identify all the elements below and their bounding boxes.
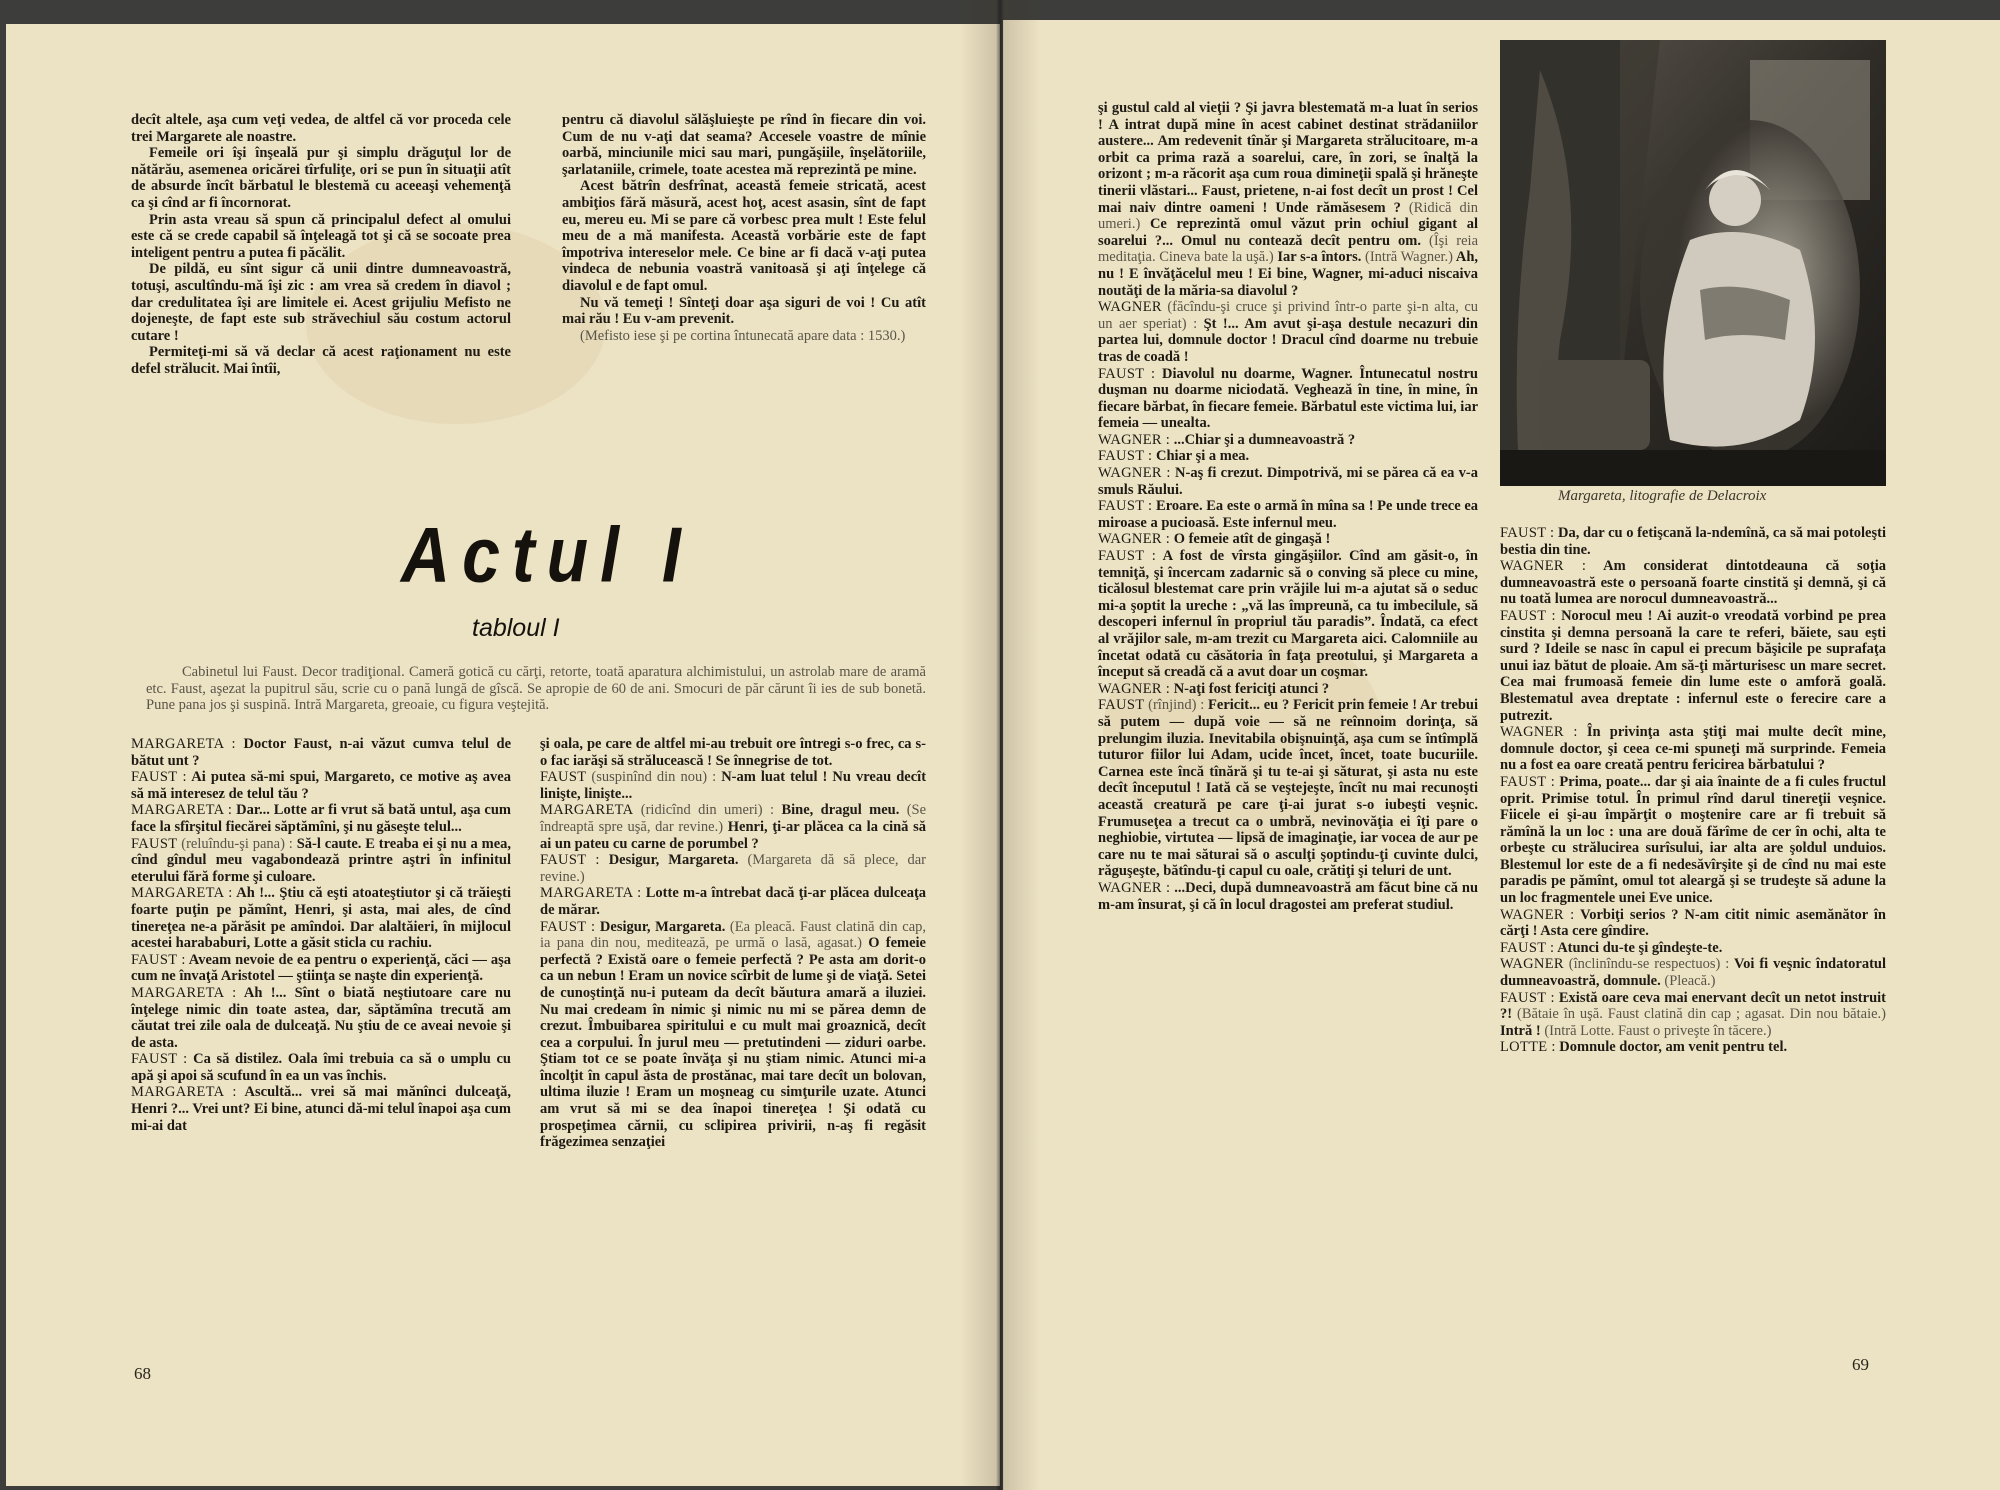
spoken-text: N-aţi fost fericiţi atunci ? <box>1173 680 1330 697</box>
spoken-text: Dar... Lotte ar fi vrut să bată untul, aşa cum face la sfîrşitul fiecărei săptămîni, şi nu găseşte telul... <box>131 802 512 835</box>
dialogue-line <box>1098 697 1478 880</box>
dialogue-line <box>1500 907 1886 940</box>
spoken-text: Desigur, Margareta. <box>608 852 739 869</box>
spoken-text: şi gustul cald al vieţii ? Şi javra blestemată m-a luat în serios ! A intrat după mine în acest cabinet destinat strădaniilor austere... Am redevenit tînăr şi Margareta strălucitoare, m-a orbit ca prima rază a soarelui, care, în zori, se înalţă la orizont ; m-a răcorit aşa cum roua dimineţii spală şi hrăneşte tinerii vlăstari... Faust, prietene, n-ai fost decît un prost ! Cel mai naiv dintre oameni ! Unde rămăsesem ? <box>1098 100 1478 216</box>
spoken-text: În privinţa asta ştiţi mai multe decît mine, domnule doctor, şi ceea ce-mi spuneţi mă surprinde. Femeia nu a fost ea oare creată pentru fericirea bărbatului ? <box>1500 724 1887 774</box>
paragraph: pentru că diavolul sălăşluieşte pe rînd în fiecare din voi. Cum de nu v-aţi dat seama? Accesele voastre de mînie oarbă, minciunile mici sau mari, pungăşiile, înşelătoriile, şarlataniile, crimele, toate acestea mă reprezintă pe mine. <box>562 112 926 178</box>
dialogue-line <box>131 952 511 985</box>
speaker-name: MARGARETA : <box>131 885 233 902</box>
speaker-name: WAGNER : <box>1098 531 1171 548</box>
spoken-text: ...Deci, după dumneavoastră am făcut bine că nu m-am însurat, şi că în locul dragostei am preferat studiul. <box>1098 879 1479 913</box>
dialogue-line <box>540 885 926 918</box>
speaker-name: MARGARETA : <box>131 736 236 752</box>
speaker-name: MARGARETA : <box>131 984 237 1001</box>
stage-direction: (suspinînd din nou) : <box>591 769 717 786</box>
spoken-text: Atunci du-te şi gîndeşte-te. <box>1557 939 1723 956</box>
spoken-text: O femeie atît de gingaşă ! <box>1173 531 1331 548</box>
spoken-text: Vorbiţi serios ? N-am citit nimic asemănător în cărţi ! Asta cere gîndire. <box>1500 906 1886 940</box>
spoken-text: N-am luat telul ! Nu vreau decît linişte, linişte... <box>540 769 927 802</box>
paragraph: Nu vă temeţi ! Sînteţi doar aşa siguri de voi ! Cu atît mai rău ! Eu v-am prevenit. <box>562 294 926 328</box>
speaker-name: FAUST : <box>1098 498 1153 515</box>
speaker-name: FAUST : <box>540 852 600 869</box>
speaker-name: FAUST : <box>1500 773 1556 790</box>
speaker-name: FAUST : <box>1500 607 1556 624</box>
stage-direction: (Intră Wagner.) <box>1365 249 1453 266</box>
spoken-text: Bine, dragul meu. <box>781 802 900 819</box>
paragraph: Prin asta vreau să spun că principalul defect al omului este că se crede capabil să înţeleagă tot şi că se socoate prea inteligent pentru a putea fi păcălit. <box>131 211 511 261</box>
spoken-text: Lotte m-a întrebat dacă ţi-ar plăcea dulceaţa de mărar. <box>540 885 927 918</box>
prologue-column-2 <box>562 112 926 344</box>
spoken-text: Desigur, Margareta. <box>599 918 726 935</box>
spoken-text: Eroare. Ea este o armă în mîna sa ! Pe unde trece ea miroase a pucioasă. Este infernul meu. <box>1098 498 1479 531</box>
dialogue-line <box>1500 990 1886 1040</box>
stage-direction: (Îşi reia meditaţia. Cineva bate la uşă.) <box>1098 232 1479 266</box>
dialogue-line <box>1500 608 1886 724</box>
spoken-text: Domnule doctor, am venit pentru tel. <box>1559 1039 1788 1056</box>
speaker-name: FAUST : <box>1500 525 1555 541</box>
speaker-name: MARGARETA <box>540 802 634 819</box>
stage-direction: (Se îndreaptă spre uşă, dar revine.) <box>540 802 927 835</box>
spoken-text: Chiar şi a mea. <box>1155 448 1250 465</box>
lithograph-picture <box>1500 40 1886 486</box>
dialogue-line <box>131 985 511 1051</box>
speaker-name: FAUST <box>540 769 587 786</box>
spoken-text: O femeie perfectă ? Există oare o femeie perfectă ? Pe asta am dorit-o ca un nebun ! Eram un novice scîrbit de lume şi de viaţă. Setei de cunoştinţă nu-i puteam da decît băutura amară a iluziei. Nu mai credeam în nimic şi nimic nu mi se părea demn de crezut. Îmbuibarea spiritului e cu mult mai groaznică, decît cea a corpului. În jurul meu — pretutindeni — ziduri oarbe. Ştiam tot ce se poate învăţa şi nu ştiam nimic. Atunci mi-a încolţit în capul ăsta de prostănac, mai tare decît un bolovan, ultima iluzie ! Eram un moşneag cu simţurile uzate. Atunci am vrut să mi se dea înapoi tinereţea ! Şi odată cu prospeţimea cărnii, cu sclipirea privirii, n-aş fi regăsit frăgezimea senzaţiei <box>540 935 926 1151</box>
tableau-title: tabloul I <box>472 614 560 642</box>
speaker-name: FAUST : <box>1500 939 1555 956</box>
dialogue-line <box>540 769 926 802</box>
dialogue-line <box>1500 1039 1886 1056</box>
dialogue-line <box>1500 956 1886 989</box>
speaker-name: FAUST : <box>131 769 187 786</box>
dialogue-line <box>1098 465 1478 498</box>
spoken-text: Prima, poate... dar şi aia înainte de a fi cules fructul oprit. Primise totul. În primul rînd darul tinereţii veşnice. Fiicele ei şi-au împărţit o moştenire care ar fi trebuit să rămînă la un loc : una are două fărîme de cer în ochi, alta te orbeşte cu strălucirea surîsului, iar alta are şoldul unduios. Blestemul lor este de a fi nedesăvîrşite şi de cînd nu mai este paradis pe pămînt, omul tot aleargă şi se trudeşte să adune la un loc fragmentele unei Eve unice. <box>1500 773 1886 907</box>
paragraph: Acest bătrîn desfrînat, această femeie stricată, acest ambiţios fără măsură, acest hoţ, acest asasin, sînt de fapt eu, mereu eu. Mi se pare că vorbesc prea mult ! Este felul meu de a mă manifesta. Această vorbărie este de fapt împotriva intereselor mele. Ce bine ar fi dacă v-aţi putea vindeca de nebunia voastră vanitoasă şi aţi înţelege că diavolul e de fapt omul. <box>562 178 926 294</box>
spoken-text: Am considerat dintotdeauna că soţia dumneavoastră este o persoană foarte cinstită şi demnă, şi că nu toată lumea are norocul dumneavoastră... <box>1500 558 1886 608</box>
speaker-name: FAUST : <box>131 951 186 968</box>
dialogue-line <box>1098 448 1478 465</box>
dialogue-line <box>131 836 511 886</box>
dialogue-line <box>540 736 926 769</box>
spoken-text: Ah !... Sînt o biată neştiutoare care nu înţelege nimic din toate astea, dar, săptămîna trecută am căutat trei zile oala de dulceaţă. Nu ştiu de ce aveai nevoie şi de asta. <box>131 984 512 1051</box>
dialogue-line <box>1098 299 1478 365</box>
setting-text: Cabinetul lui Faust. Decor tradiţional. Cameră gotică cu cărţi, retorte, toată aparatura alchimistului, un astrolab mare de aramă etc. Faust, aşezat la pupitrul său, scrie cu o pană lungă de gîscă. Se apropie de 60 de ani. Smocuri de păr cărunt îi ies de sub bonetă. Pune pana jos şi suspină. Intră Margareta, greoaie, cu figura veştejită. <box>146 664 926 714</box>
stage-direction: (Bătaie în uşă. Faust clatină din cap ; agasat. Din nou bătaie.) <box>1516 1006 1886 1023</box>
dialogue-line <box>131 1051 511 1084</box>
dialogue-line <box>1500 724 1886 774</box>
dialogue-line <box>131 736 511 769</box>
spoken-text: Ah, nu ! E învăţăcelul meu ! Ei bine, Wagner, mi-aduci niscaiva noutăţi de la măria-sa diavolul ? <box>1098 249 1479 299</box>
spoken-text: ...Chiar şi a dumneavoastră ? <box>1173 431 1356 448</box>
dialogue-line <box>1098 366 1478 432</box>
stage-setting <box>146 664 926 714</box>
stage-direction: (făcîndu-şi cruce şi privind într-o parte şi-n alta, cu un aer speriat) : <box>1098 299 1479 332</box>
speaker-name: WAGNER : <box>1500 558 1587 575</box>
spoken-text: Doctor Faust, n-ai văzut cumva telul de bătut unt ? <box>131 736 512 769</box>
prologue-column-1 <box>131 112 511 378</box>
speaker-name: MARGARETA : <box>540 885 642 902</box>
speaker-name: MARGARETA : <box>131 1084 237 1101</box>
left-page <box>6 24 1000 1486</box>
speaker-name: WAGNER : <box>1500 724 1578 741</box>
speaker-name: FAUST : <box>1098 448 1153 465</box>
dialogue-line <box>1098 548 1478 681</box>
spoken-text: Ah !... Ştiu că eşti atoateştiutor şi că trăieşti foarte puţin pe pămînt, Henri, şi asta, mai ales, de cînd tinereţea ne-a părăsit pe amîndoi. Dar alaltăieri, în mijlocul acestei harababuri, Lotte a găsit sticla cu rachiu. <box>131 885 512 952</box>
dialogue-line <box>1098 681 1478 698</box>
spoken-text: A fost de vîrsta gingăşiilor. Cînd am găsit-o, în temniţă, şi încercam zadarnic să o conving să plece cu mine, ticălosul blestemat care prin vrăjile lui m-a ajutat să o seduc mi-a şoptit la ureche : „vă las împreună, ca tu imbecilule, să descoperi infernul în propriul tău paradis”. Îndată, ca efect al vrăjilor sale, m-am trezit cu Margareta aici. Calomniile au încetat odată cu căsătoria în faţa preotului, şi Margareta a început să creadă că a avut doar un coşmar. <box>1098 548 1478 681</box>
dialogue-line <box>1500 525 1886 558</box>
dialogue-line <box>1500 558 1886 608</box>
dialogue-column-2 <box>1500 525 1886 1056</box>
speaker-name: WAGNER : <box>1098 680 1171 697</box>
dialogue-column-1 <box>1098 100 1478 913</box>
speaker-name: WAGNER : <box>1098 431 1171 448</box>
spoken-text: Ai putea să-mi spui, Margareto, ce motive aş avea să mă interesez de telul tău ? <box>131 769 511 802</box>
speaker-name: FAUST : <box>1500 989 1555 1006</box>
spoken-text: Fericit... eu ? Fericit prin femeie ! Ar trebui să putem — după voie — să ne reînnoim dorinţa, să prelungim iluzia. Inevitabila obişnuinţă, aşa cum se întîmplă tuturor fiilor lui Adam, ucide încet, încet, toate bucuriile. Carnea este încă tînără şi tu te-ai şi săturat, şi asta nu este decît începutul ! Iată că se veştejeşte, încît nu mai recunoşti această creatură pe care ţi-ai jurat s-o iubeşti veşnic. Frumuseţea a trecut ca o umbră, nevinovăţia ei îţi pare o neghiobie, virtutea — lipsă de imaginaţie, iar vocea de aur pe care nu te mai săturai să o asculţi şoptindu-ţi cuvinte dulci, răguşeşte, bătîndu-ţi capul cu oale, crătiţi şi teluri de unt. <box>1098 697 1479 880</box>
page-number: 69 <box>1852 1355 1869 1374</box>
lithograph-illustration <box>1500 40 1886 486</box>
speaker-name: LOTTE : <box>1500 1039 1556 1056</box>
dialogue-line <box>1500 940 1886 957</box>
spoken-text: Norocul meu ! Ai auzit-o vreodată vorbind pe prea cinstita şi demna persoană la care te referi, băiete, sau eşti surd ? Ideile se nasc în capul ei precum băşicile pe suprafaţa unui iaz bătut de ploaie. Am să-ţi mărturisesc un mare secret. Cea mai frumoasă femeie din lume este o amforă goală. Blestematul avea dreptate : infernul este o ferecire care a putrezit. <box>1500 607 1886 724</box>
spoken-text: Intră ! <box>1500 1022 1541 1039</box>
paragraph: De pildă, eu sînt sigur că unii dintre dumneavoastră, totuşi, ascultîndu-mă îşi zic : am vrea să credem în diavol ; dar credulitatea îşi are limitele ei. Acest grijuliu Mefisto ne dojeneşte, de fapt este sub străvechiul său costum actorul cutare ! <box>131 261 511 344</box>
stage-direction: (Mefisto iese şi pe cortina întunecată apare data : 1530.) <box>580 327 906 344</box>
spoken-text: Şt !... Am avut şi-aşa destule necazuri din partea lui, domnule doctor ! Dracul cînd doarme nu trebuie tras de coadă ! <box>1098 315 1478 365</box>
paragraph: Permiteţi-mi să vă declar că acest raţionament nu este defel strălucit. Mai întîi, <box>131 344 511 377</box>
act-title: Actul I <box>401 511 693 599</box>
spoken-text: N-aş fi crezut. Dimpotrivă, mi se părea că ea v-a smuls Răului. <box>1098 465 1479 498</box>
stage-direction: (Ea pleacă. Faust clatină din cap, ia pana din nou, meditează, pe urmă o lasă, agasat.) <box>540 918 926 952</box>
dialogue-line <box>1098 498 1478 531</box>
stage-direction: (înclinîndu-se respectuos) : <box>1568 956 1730 973</box>
stage-direction: (ridicînd din umeri) : <box>640 802 775 819</box>
stage-direction: (rînjind) : <box>1148 697 1205 714</box>
speaker-name: WAGNER : <box>1098 879 1171 896</box>
spoken-text: Există oare ceva mai enervant decît un netot instruit ?! <box>1500 989 1886 1023</box>
page-number: 68 <box>134 1364 151 1383</box>
paragraph: Femeile ori îşi înşeală pur şi simplu drăguţul lor de nătărău, asemenea oricărei tîrfuliţe, ori se pun în situaţii atît de absurde încît bărbatul le blestemă cu aceeaşi vehemenţă ca şi cînd ar fi încornorat. <box>131 145 511 211</box>
speaker-name: MARGARETA : <box>131 802 233 819</box>
spoken-text: şi oala, pe care de altfel mi-au trebuit ore întregi s-o frec, ca s-o fac iarăşi să strălucească ! Se înnegrise de tot. <box>540 736 926 769</box>
dialogue-line <box>540 919 926 1151</box>
image-caption: Margareta, litografie de Delacroix <box>1558 488 1767 504</box>
speaker-name: FAUST : <box>1098 548 1157 565</box>
stage-direction: (Ridică din umeri.) <box>1098 199 1478 233</box>
spoken-text: Henri, ţi-ar plăcea ca la cină să ai un pateu cu carne de porumbel ? <box>540 818 927 852</box>
spoken-text: Da, dar cu o fetişcană la-ndemînă, ca să mai potoleşti bestia din tine. <box>1500 525 1886 558</box>
spoken-text: Aveam nevoie de ea pentru o experienţă, căci — aşa cum ne învaţă Aristotel — ştiinţa se naşte din experienţă. <box>131 951 511 985</box>
spoken-text: Ce reprezintă omul văzut prin ochiul gigant al soarelui ?... Omul nu contează decît pentru om. <box>1098 216 1478 249</box>
dialogue-line <box>1500 774 1886 907</box>
speaker-name: FAUST <box>1098 697 1145 714</box>
spoken-text: Ca să distilez. Oala îmi trebuia ca să o umplu cu apă şi apoi să scufund în ea un vas închis. <box>131 1051 512 1084</box>
spoken-text: Voi fi veşnic îndatoratul dumneavoastră, domnule. <box>1500 956 1887 990</box>
stage-direction: (Pleacă.) <box>1664 973 1716 990</box>
speaker-name: FAUST : <box>1098 365 1156 382</box>
dialogue-column-2 <box>540 736 926 1151</box>
spoken-text: Diavolul nu doarme, Wagner. Întunecatul nostru duşman nu doarme niciodată. Veghează în tine, în mine, în fiecare bărbat, în fiecare femeie. Bărbatul este victima lui, iar femeia — unealta. <box>1098 365 1478 432</box>
dialogue-line <box>540 802 926 852</box>
stage-direction: (Margareta dă să plece, dar revine.) <box>540 852 927 885</box>
speaker-name: FAUST <box>131 835 178 852</box>
right-page <box>1003 20 2000 1490</box>
stage-direction: (Intră Lotte. Faust o priveşte în tăcere.) <box>1544 1022 1772 1039</box>
dialogue-line <box>540 852 926 885</box>
dialogue-line <box>131 885 511 951</box>
dialogue-line <box>131 1084 511 1134</box>
stage-direction: (reluîndu-şi pana) : <box>181 835 293 852</box>
speaker-name: WAGNER <box>1098 299 1162 316</box>
dialogue-line <box>131 802 511 835</box>
speaker-name: WAGNER <box>1500 956 1564 973</box>
dialogue-column-1 <box>131 736 511 1134</box>
speaker-name: WAGNER : <box>1098 465 1171 482</box>
speaker-name: FAUST : <box>131 1051 188 1068</box>
dialogue-line <box>1098 432 1478 449</box>
speaker-name: WAGNER : <box>1500 906 1575 923</box>
spoken-text: Ascultă... vrei să mai mănînci dulceaţă, Henri ?... Vrei unt? Ei bine, atunci dă-mi telul înapoi aşa cum mi-ai dat <box>131 1084 511 1134</box>
spoken-text: Să-l caute. E treaba ei şi nu a mea, cînd gîndul meu vagabondează printre aştri în infinitul eterului fără forme şi culoare. <box>131 835 512 885</box>
dialogue-line <box>1098 531 1478 548</box>
dialogue-line <box>1098 100 1478 299</box>
paragraph: decît altele, aşa cum veţi vedea, de altfel că vor proceda cele trei Margarete ale noastre. <box>131 112 511 145</box>
spoken-text: Iar s-a întors. <box>1277 249 1362 266</box>
dialogue-line <box>131 769 511 802</box>
speaker-name: FAUST : <box>540 918 596 935</box>
dialogue-line <box>1098 880 1478 913</box>
